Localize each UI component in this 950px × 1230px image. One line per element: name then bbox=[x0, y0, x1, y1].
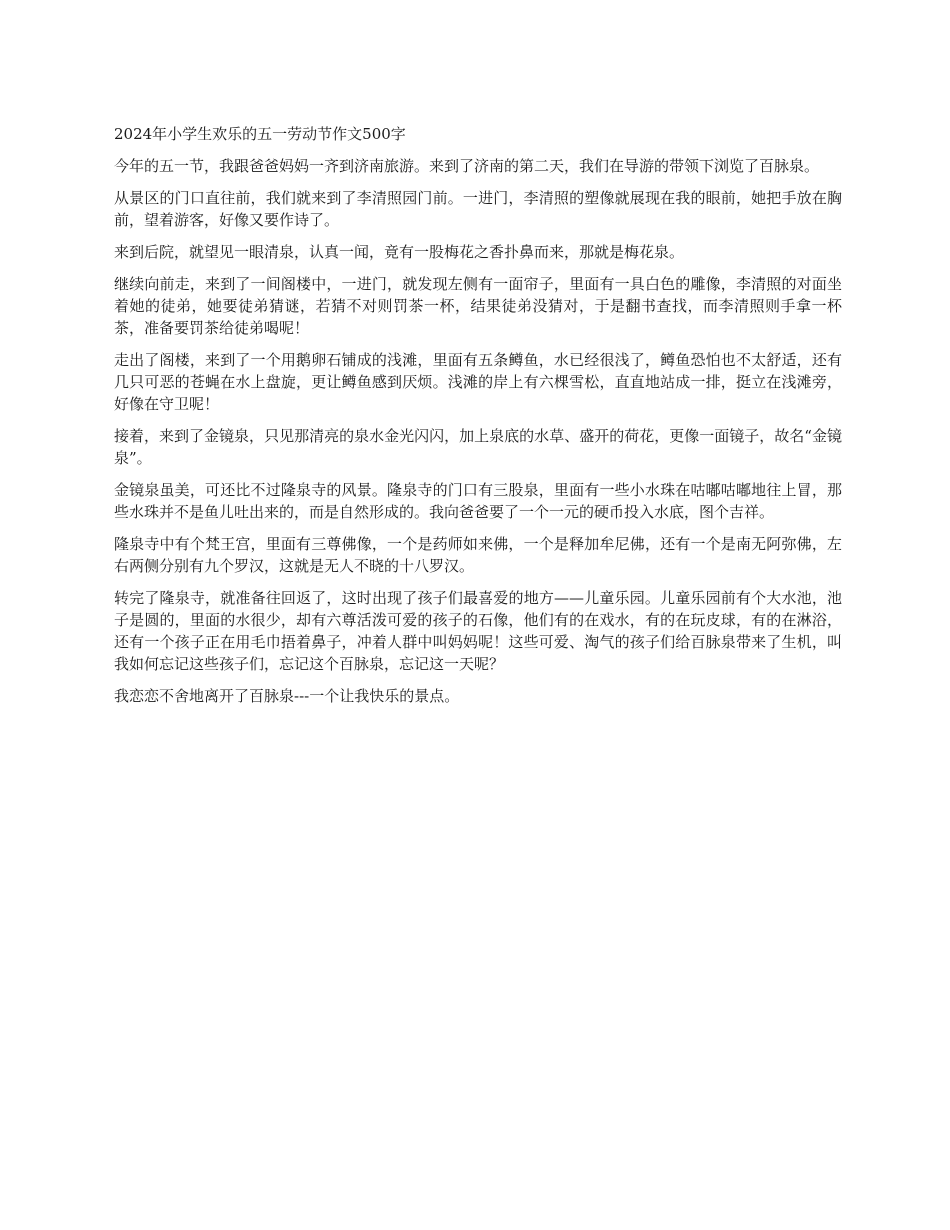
paragraph: 走出了阁楼，来到了一个用鹅卵石铺成的浅滩，里面有五条鳟鱼，水已经很浅了，鳟鱼恐怕也不太舒适，还有几只可恶的苍蝇在水上盘旋，更让鳟鱼感到厌烦。浅滩的岸上有六棵雪松，直直地站成一排，挺立在浅滩旁，好像在守卫呢！ bbox=[114, 351, 842, 413]
paragraph: 隆泉寺中有个梵王宫，里面有三尊佛像，一个是药师如来佛，一个是释加牟尼佛，还有一个是南无阿弥佛，左右两侧分别有九个罗汉，这就是无人不晓的十八罗汉。 bbox=[114, 535, 842, 575]
paragraph: 接着，来到了金镜泉，只见那清亮的泉水金光闪闪，加上泉底的水草、盛开的荷花，更像一面镜子，故名“金镜泉”。 bbox=[114, 427, 842, 467]
paragraph: 今年的五一节，我跟爸爸妈妈一齐到济南旅游。来到了济南的第二天，我们在导游的带领下浏览了百脉泉。 bbox=[114, 157, 820, 175]
paragraph: 从景区的门口直往前，我们就来到了李清照园门前。一进门，李清照的塑像就展现在我的眼前，她把手放在胸前，望着游客，好像又要作诗了。 bbox=[114, 189, 842, 229]
paragraph: 我恋恋不舍地离开了百脉泉---一个让我快乐的景点。 bbox=[114, 687, 460, 705]
paragraph: 金镜泉虽美，可还比不过隆泉寺的风景。隆泉寺的门口有三股泉，里面有一些小水珠在咕嘟咕嘟地往上冒，那些水珠并不是鱼儿吐出来的，而是自然形成的。我向爸爸要了一个一元的硬币投入水底，图个吉祥。 bbox=[114, 481, 842, 521]
paragraph: 继续向前走，来到了一间阁楼中，一进门，就发现左侧有一面帘子，里面有一具白色的雕像，李清照的对面坐着她的徒弟，她要徒弟猜谜，若猜不对则罚茶一杯，结果徒弟没猜对，于是翻书查找，而李清照则手拿一杯茶，准备要罚茶给徒弟喝呢！ bbox=[114, 275, 842, 337]
document-title: 2024年小学生欢乐的五一劳动节作文500字 bbox=[114, 125, 406, 143]
paragraph: 来到后院，就望见一眼清泉，认真一闻，竟有一股梅花之香扑鼻而来，那就是梅花泉。 bbox=[114, 243, 685, 261]
document-page bbox=[114, 123, 842, 717]
paragraph: 转完了隆泉寺，就准备往回返了，这时出现了孩子们最喜爱的地方——儿童乐园。儿童乐园前有个大水池，池子是圆的，里面的水很少，却有六尊活泼可爱的孩子的石像，他们有的在戏水，有的在玩皮球，有的在淋浴，还有一个孩子正在用毛巾捂着鼻子，冲着人群中叫妈妈呢！这些可爱、淘气的孩子们给百脉泉带来了生机，叫我如何忘记这些孩子们，忘记这个百脉泉，忘记这一天呢？ bbox=[114, 589, 842, 673]
